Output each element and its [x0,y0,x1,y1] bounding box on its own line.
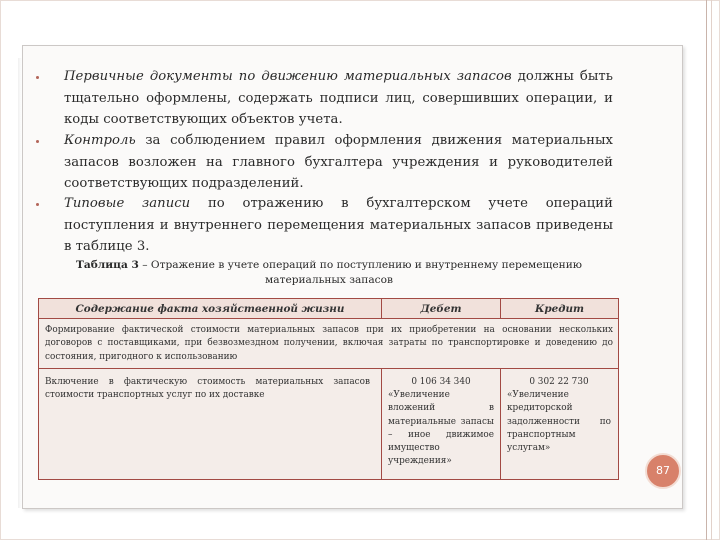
bullet-lead: Типовые записи [64,196,191,211]
caption-text: – Отражение в учете операций по поступлению и внутреннему перемещению материальных запасов [138,259,582,286]
page-number-badge: 87 [645,453,681,489]
bullet-text [64,130,613,195]
bullet-lead: Первичные документы по движению материальных запасов [64,69,512,84]
bullet-lead: Контроль [64,133,136,148]
bullet-text [64,66,613,131]
table-cell-content: Включение в фактическую стоимость материальных запасов стоимости транспортных услуг по их доставке [45,377,370,401]
table-divider [381,368,382,480]
bullet-icon [36,203,39,206]
bullet-icon [36,76,39,79]
bullet-icon [36,140,39,143]
decorative-rule [711,0,712,540]
bullet-body: должны быть тщательно оформлены, содержать подписи лиц, совершивших операции, и коды соответствующих объектов учета. [64,69,614,127]
table-cell-credit-text: «Увеличение кредиторской задолженности по транспортным услугам» [507,390,611,454]
table-caption [40,258,618,288]
table-row: Формирование фактической стоимости материальных запасов при их приобретении на основании нескольких договоров с поставщиками, при безвозмездном получении, включая затраты по транспортировке и доведению до состояния, пригодного к использованию [45,325,613,362]
table-cell-debit-code: 0 106 34 340 [411,377,471,387]
bullet-body: за соблюдением правил оформления движения материальных запасов возложен на главного бухгалтера учреждения и руководителей соответствующих подразделений. [64,133,613,191]
table-header-credit: Кредит [534,303,585,315]
decorative-rule [706,0,707,540]
bullet-body: по отражению в бухгалтерском учете операций поступления и внутреннего перемещения материальных запасов приведены в таблице 3. [64,196,613,254]
table-cell-debit-text: «Увеличение вложений в материальные запасы – иное движимое имущество учреждения» [388,390,494,467]
table-cell-credit-code: 0 302 22 730 [529,377,589,387]
table-header-debit: Дебет [420,303,462,315]
table-divider [500,368,501,480]
table-header-content: Содержание факта хозяйственной жизни [75,303,345,315]
bullet-text [64,193,613,258]
table-divider [38,368,619,369]
caption-label: Таблица 3 [75,259,139,271]
